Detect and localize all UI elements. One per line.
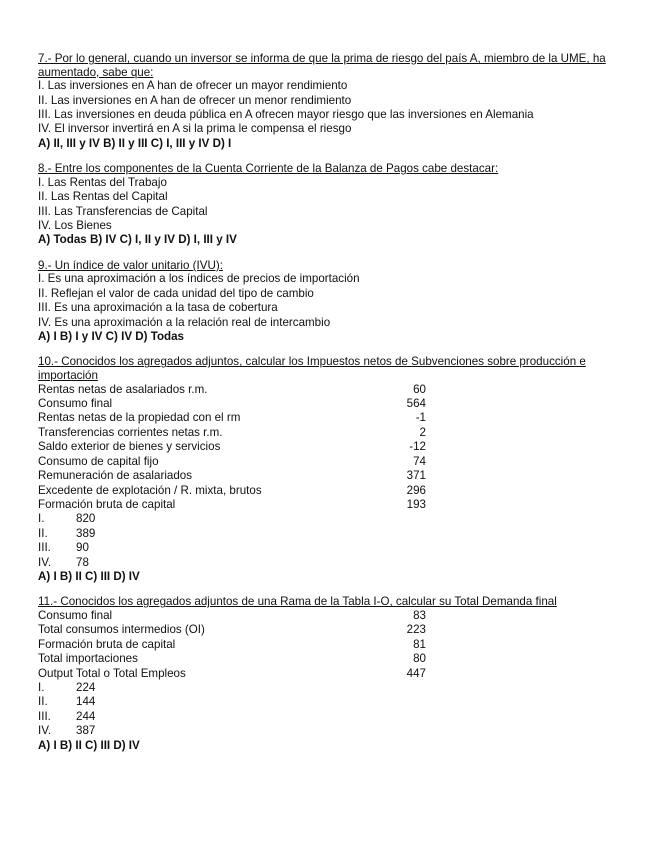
- exam-page: [38, 52, 618, 764]
- question-9-item: II. Reflejan el valor de cada unidad del tipo de cambio: [38, 286, 314, 300]
- question-11: [38, 595, 618, 753]
- table-row: Saldo exterior de bienes y servicios -12: [38, 440, 426, 454]
- table-row: Remuneración de asalariados 371: [38, 469, 426, 483]
- question-11-title: 11.- Conocidos los agregados adjuntos de una Rama de la Tabla I-O, calcular su Total Demanda final: [38, 595, 557, 609]
- question-7-item: II. Las inversiones en A han de ofrecer un menor rendimiento: [38, 93, 352, 107]
- question-10-option: IV. 78: [38, 555, 89, 569]
- question-11-option: III. 244: [38, 709, 96, 723]
- table-row: Consumo final 83: [38, 608, 426, 622]
- question-8: [38, 162, 618, 248]
- question-8-item: IV. Los Bienes: [38, 219, 112, 233]
- question-7-item: I. Las inversiones en A han de ofrecer un mayor rendimiento: [38, 79, 348, 93]
- table-row: Total importaciones 80: [38, 652, 426, 666]
- table-row: Consumo de capital fijo 74: [38, 454, 426, 468]
- table-row: Rentas netas de asalariados r.m. 60: [38, 382, 426, 396]
- question-9-item: I. Es una aproximación a los índices de precios de importación: [38, 272, 360, 286]
- table-row: Transferencias corrientes netas r.m. 2: [38, 425, 426, 439]
- question-8-item: II. Las Rentas del Capital: [38, 190, 168, 204]
- question-9-title: 9.- Un índice de valor unitario (IVU):: [38, 258, 223, 272]
- question-8-answers: A) Todas B) IV C) I, II y IV D) I, III y IV: [38, 233, 237, 247]
- question-8-title: 8.- Entre los componentes de la Cuenta Corriente de la Balanza de Pagos cabe destacar:: [38, 162, 499, 176]
- question-7-item: III. Las inversiones en deuda pública en A ofrecen mayor riesgo que las inversiones en Alemania: [38, 108, 534, 121]
- question-7: [38, 52, 618, 151]
- question-11-data-table: [38, 609, 426, 681]
- table-row: Rentas netas de la propiedad con el rm -1: [38, 411, 426, 425]
- table-row: Total consumos intermedios (OI) 223: [38, 623, 426, 637]
- question-10-answers: A) I B) II C) III D) IV: [38, 569, 140, 583]
- table-row: Excedente de explotación / R. mixta, brutos 296: [38, 483, 426, 497]
- question-11-option: I. 224: [38, 680, 96, 694]
- question-9: [38, 259, 618, 345]
- table-row: Output Total o Total Empleos 447: [38, 666, 426, 680]
- question-9-item: III. Es una aproximación a la tasa de cobertura: [38, 301, 278, 315]
- question-10-option: I. 820: [38, 512, 96, 526]
- question-9-item: IV. Es una aproximación a la relación real de intercambio: [38, 315, 331, 329]
- question-8-item: I. Las Rentas del Trabajo: [38, 175, 167, 189]
- question-11-option: II. 144: [38, 695, 96, 709]
- question-7-item: IV. El inversor invertirá en A si la prima le compensa el riesgo: [38, 122, 352, 136]
- question-10-data-table: [38, 383, 426, 513]
- table-row: Formación bruta de capital 193: [38, 497, 426, 511]
- question-10-option: II. 389: [38, 526, 96, 540]
- question-11-answers: A) I B) II C) III D) IV: [38, 738, 140, 752]
- table-row: Consumo final 564: [38, 397, 426, 411]
- question-10: [38, 355, 618, 584]
- question-9-answers: A) I B) I y IV C) IV D) Todas: [38, 330, 185, 344]
- question-10-option: III. 90: [38, 541, 89, 555]
- table-row: Formación bruta de capital 81: [38, 637, 426, 651]
- question-10-title: 10.- Conocidos los agregados adjuntos, calcular los Impuestos netos de Subvenciones sobre producción e importación: [38, 355, 586, 383]
- question-8-item: III. Las Transferencias de Capital: [38, 204, 208, 218]
- question-7-answers: A) II, III y IV B) II y III C) I, III y IV D) I: [38, 136, 232, 150]
- question-11-option: IV. 387: [38, 724, 96, 738]
- question-7-title: 7.- Por lo general, cuando un inversor se informa de que la prima de riesgo del país A, miembro de la UME, ha aumentado, sabe que:: [38, 52, 606, 79]
